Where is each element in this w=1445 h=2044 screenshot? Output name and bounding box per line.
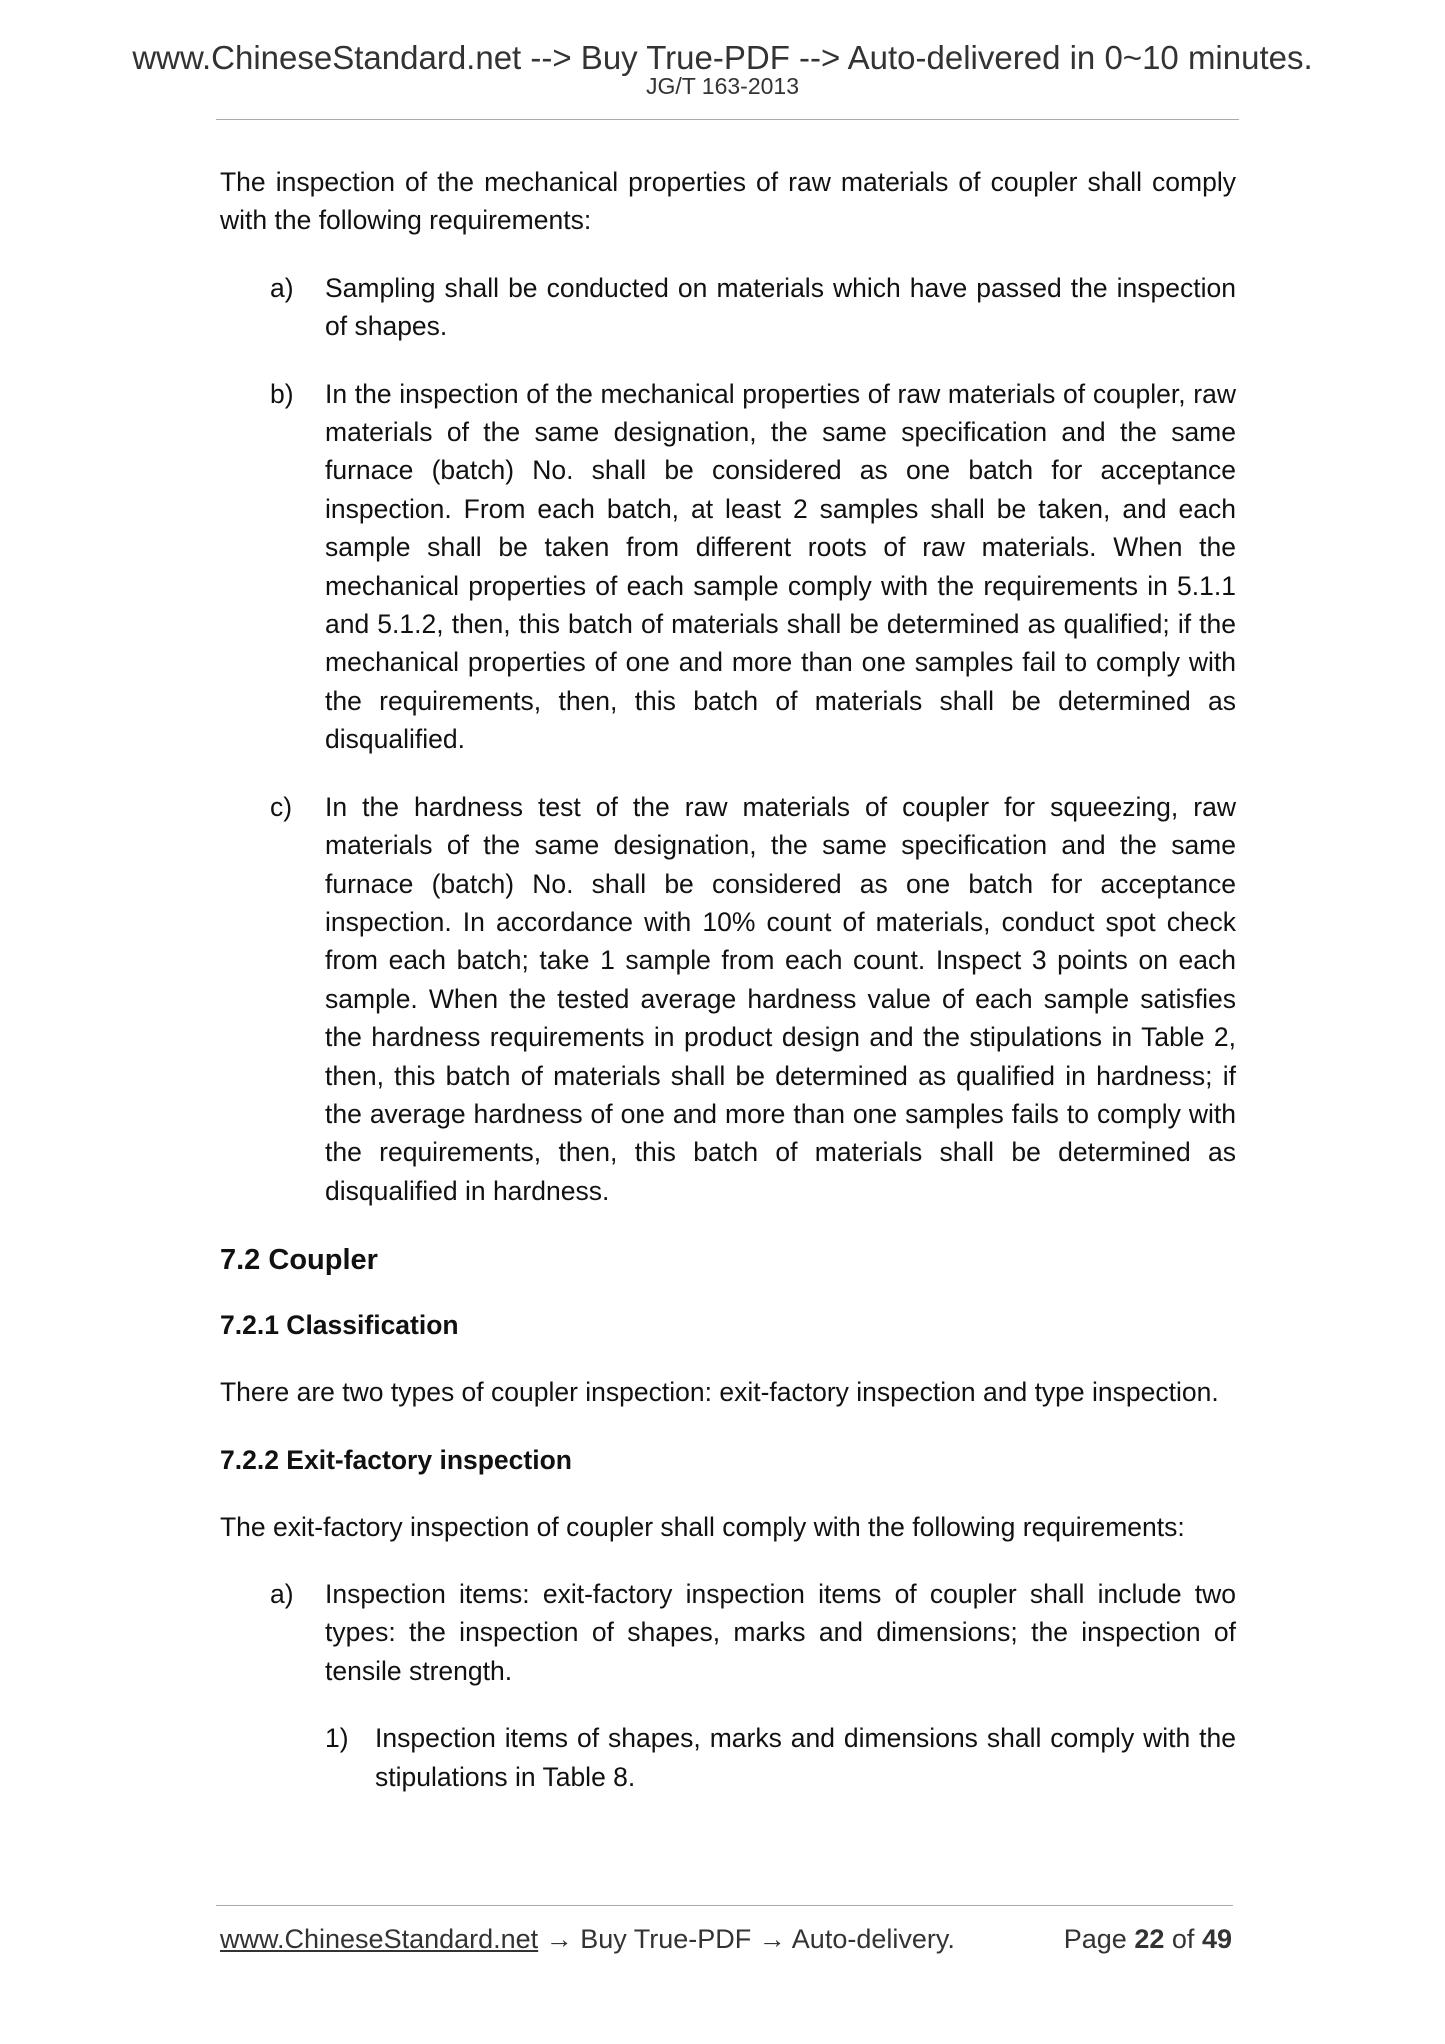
- classification-paragraph: There are two types of coupler inspection: exit-factory inspection and type inspection.: [220, 1377, 1219, 1408]
- section-heading-7-2-2: 7.2.2 Exit-factory inspection: [220, 1444, 572, 1475]
- arrow-icon: →: [545, 1924, 573, 1954]
- list-marker: a): [270, 1578, 294, 1609]
- exit-intro-paragraph: The exit-factory inspection of coupler shall comply with the following requirements:: [220, 1511, 1185, 1542]
- list-item-text: Inspection items of shapes, marks and dimensions shall comply with the stipulations in Table 8.: [375, 1723, 1236, 1792]
- exit-list-item-a: [220, 1575, 1236, 1690]
- list-marker: b): [270, 378, 294, 409]
- page-number: 22: [1134, 1924, 1165, 1954]
- section-heading-7-2: 7.2 Coupler: [220, 1244, 378, 1277]
- footer-left: [220, 1922, 955, 1956]
- footer-buy-text: Buy True-PDF: [580, 1924, 752, 1954]
- header-divider: [216, 119, 1239, 120]
- intro-paragraph: The inspection of the mechanical properties of raw materials of coupler shall comply with the following requirements:: [220, 167, 1236, 236]
- list-marker: c): [270, 791, 293, 822]
- list-item-text: Sampling shall be conducted on materials which have passed the inspection of shapes.: [325, 272, 1236, 342]
- arrow-icon: →: [758, 1924, 786, 1954]
- page-indicator: [1064, 1922, 1232, 1956]
- list-item-text: In the inspection of the mechanical properties of raw materials of coupler, raw materials of the same designation, the same specification and the same furnace (batch) No. shall be considered as one batch for acceptance inspection. From each batch, at least 2 samples shall be taken, and each sample shall be taken from different roots of raw materials. When the mechanical properties of each sample comply with the requirements in 5.1.1 and 5.1.2, then, this batch of materials shall be determined as qualified; if the mechanical properties of one and more than one samples fail to comply with the requirements, then, this batch of materials shall be determined as disqualified.: [325, 378, 1236, 755]
- exit-sublist-item-1: [220, 1719, 1236, 1796]
- total-pages: 49: [1201, 1924, 1232, 1954]
- of-label: of: [1171, 1924, 1195, 1954]
- list-item-text: Inspection items: exit-factory inspection items of coupler shall include two types: the inspection of shapes, marks and dimensions; the inspection of tensile strength.: [325, 1578, 1236, 1686]
- section-heading-7-2-1: 7.2.1 Classification: [220, 1310, 459, 1341]
- page-label: Page: [1063, 1924, 1127, 1954]
- list-item-text: In the hardness test of the raw materials of coupler for squeezing, raw materials of the same designation, the same specification and the same furnace (batch) No. shall be considered as one batch for acceptance inspection. In accordance with 10% count of materials, conduct spot check from each batch; take 1 sample from each count. Inspect 3 points on each sample. When the tested average hardness value of each sample satisfies the hardness requirements in product design and the stipulations in Table 2, then, this batch of materials shall be determined as qualified in hardness; if the average hardness of one and more than one samples fails to comply with the requirements, then, this batch of materials shall be determined as disqualified in hardness.: [325, 791, 1236, 1206]
- list-marker: a): [270, 272, 294, 303]
- footer-link[interactable]: www.ChineseStandard.net: [220, 1924, 539, 1954]
- page-content: [220, 163, 1236, 1796]
- header-banner[interactable]: www.ChineseStandard.net --> Buy True-PDF --> Auto-delivered in 0~10 minutes.: [132, 39, 1313, 76]
- footer-divider: [216, 1905, 1233, 1906]
- list-item-a: [220, 269, 1236, 346]
- list-marker: 1): [325, 1723, 349, 1754]
- standard-code: JG/T 163-2013: [645, 73, 799, 99]
- list-item-b: [220, 375, 1236, 759]
- list-item-c: [220, 788, 1236, 1210]
- footer-delivery-text: Auto-delivery.: [791, 1924, 955, 1954]
